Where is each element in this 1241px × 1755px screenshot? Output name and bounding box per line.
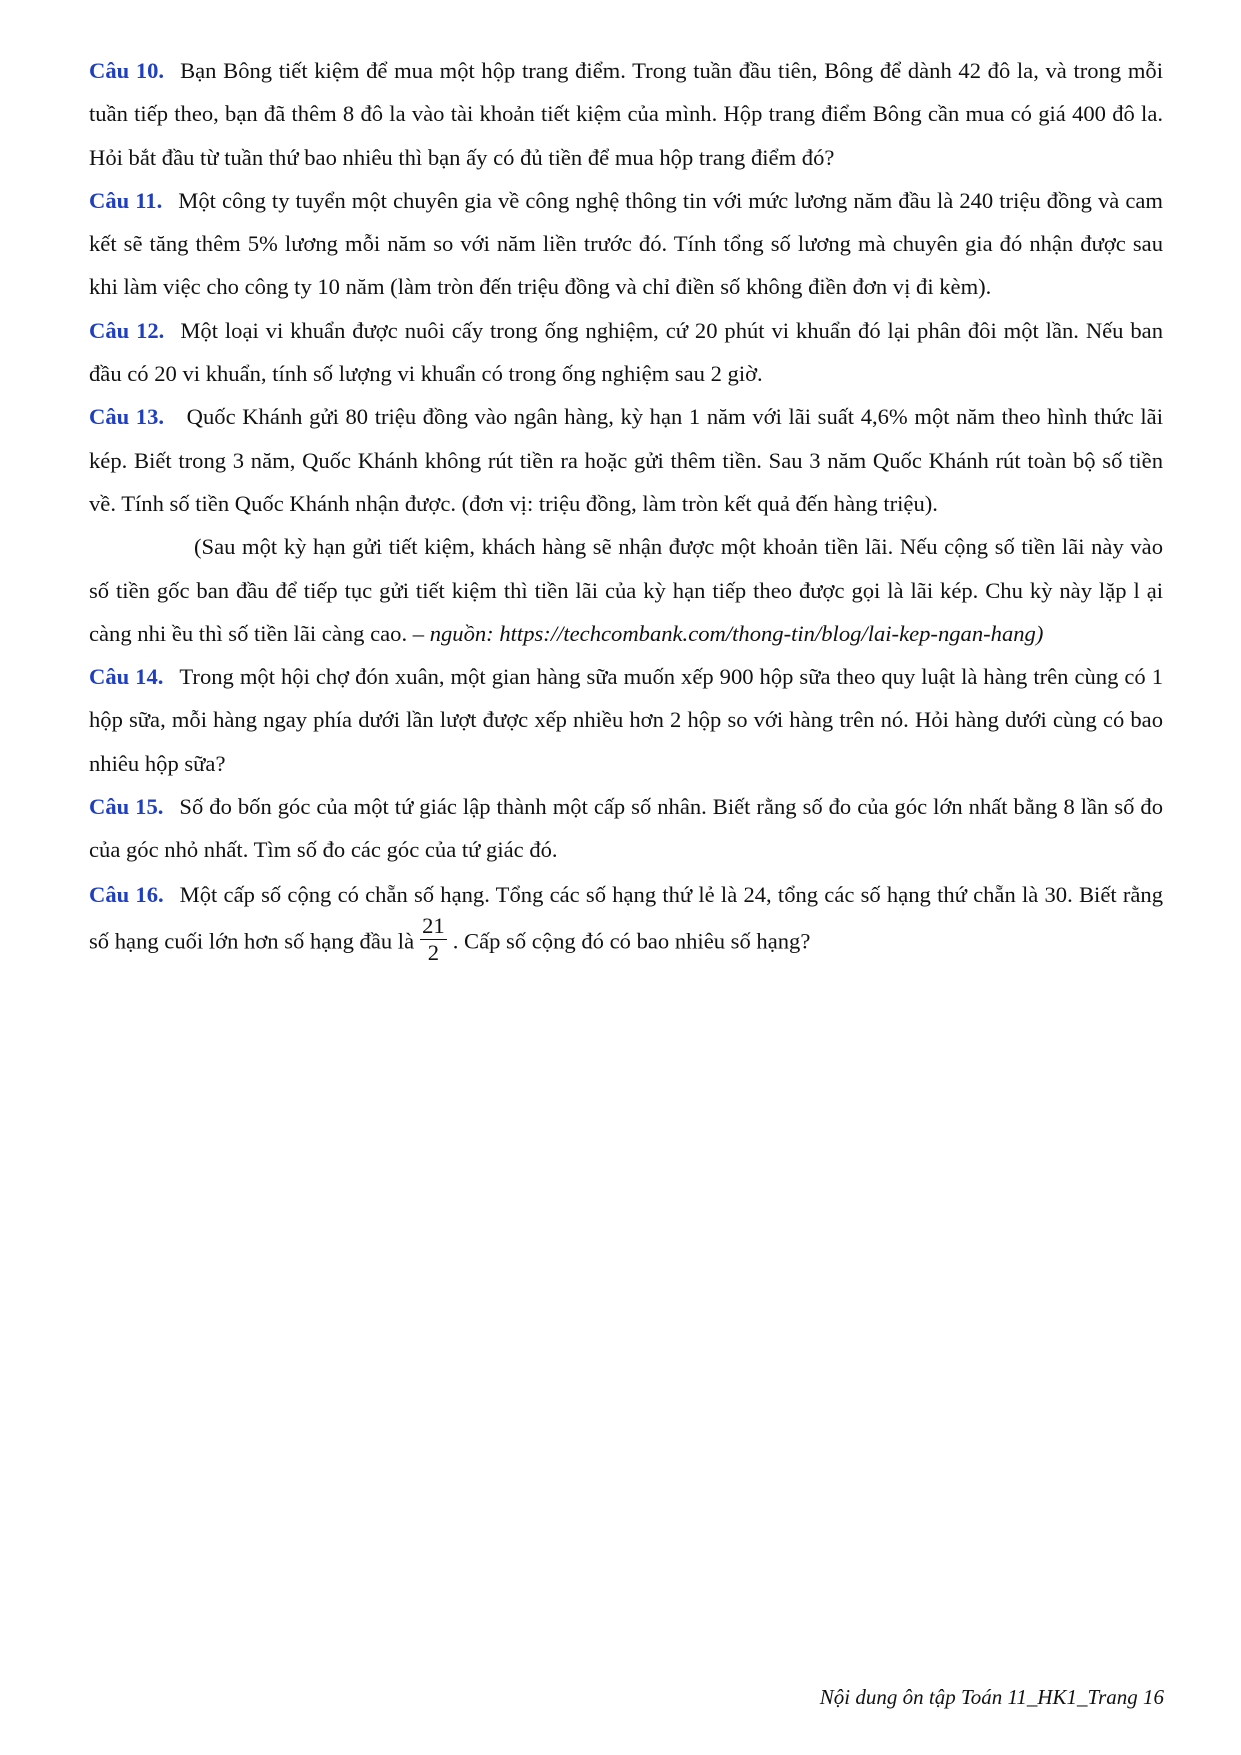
question-label: Câu 12. xyxy=(89,317,165,343)
question-14 xyxy=(89,655,1163,785)
question-text: Một công ty tuyển một chuyên gia về công nghệ thông tin với mức lương năm đầu là 240 triệu đồng và cam kết sẽ tăng thêm 5% lương mỗi năm so với năm liền trước đó. Tính tổng số lương mà chuyên gia đó nhận được sau khi làm việc cho công ty 10 năm (làm tròn đến triệu đồng và chỉ điền số không điền đơn vị đi kèm). xyxy=(89,187,1163,300)
question-label: Câu 11. xyxy=(89,187,163,213)
page-footer: Nội dung ôn tập Toán 11_HK1_Trang 16 xyxy=(819,1685,1164,1709)
question-text: Quốc Khánh gửi 80 triệu đồng vào ngân hàng, kỳ hạn 1 năm với lãi suất 4,6% một năm theo hình thức lãi kép. Biết trong 3 năm, Quốc Khánh không rút tiền ra hoặc gửi thêm tiền. Sau 3 năm Quốc Khánh rút toàn bộ số tiền về. Tính số tiền Quốc Khánh nhận được. (đơn vị: triệu đồng, làm tròn kết quả đến hàng triệu). xyxy=(89,404,1163,516)
fraction-numerator: 21 xyxy=(422,912,445,938)
question-12 xyxy=(89,309,1163,396)
question-label: Câu 15. xyxy=(89,794,164,820)
question-11 xyxy=(89,179,1163,309)
fraction xyxy=(420,913,447,966)
question-label: Câu 14. xyxy=(89,664,164,690)
document-body xyxy=(89,49,1163,970)
question-label: Câu 10. xyxy=(89,58,165,83)
question-label: Câu 13. xyxy=(89,404,165,430)
question-text: Bạn Bông tiết kiệm để mua một hộp trang điểm. Trong tuần đầu tiên, Bông để dành 42 đô la, và trong mỗi tuần tiếp theo, bạn đã thêm 8 đô la vào tài khoản tiết kiệm của mình. Hộp trang điểm Bông cần mua có giá 400 đô la. Hỏi bắt đầu từ tuần thứ bao nhiêu thì bạn ấy có đủ tiền để mua hộp trang điểm đó? xyxy=(89,58,1163,170)
question-text: Trong một hội chợ đón xuân, một gian hàng sữa muốn xếp 900 hộp sữa theo quy luật là hàng trên cùng có 1 hộp sữa, mỗi hàng ngay phía dưới lần lượt được xếp nhiều hơn 2 hộp so với hàng trên nó. Hỏi hàng dưới cùng có bao nhiêu hộp sữa? xyxy=(89,664,1163,776)
note-source: – nguồn: https://techcombank.com/thong-tin/blog/lai-kep-ngan-hang) xyxy=(412,620,1044,646)
interest-note xyxy=(89,525,1163,655)
note-text: (Sau một kỳ hạn gửi tiết kiệm, khách hàng sẽ nhận được một khoản tiền lãi. Nếu cộng số tiền lãi này vào số tiền gốc ban đầu để tiếp tục gửi tiết kiệm thì tiền lãi của kỳ hạn tiếp theo được gọi là lãi kép. Chu kỳ này lặp l ại càng nhi ều thì số tiền lãi càng cao. xyxy=(89,534,1163,646)
question-text: Một loại vi khuẩn được nuôi cấy trong ống nghiệm, cứ 20 phút vi khuẩn đó lại phân đôi một lần. Nếu ban đầu có 20 vi khuẩn, tính số lượng vi khuẩn có trong ống nghiệm sau 2 giờ. xyxy=(89,317,1163,387)
question-13 xyxy=(89,395,1163,525)
question-text: Một cấp số cộng có chẵn số hạng. Tổng các số hạng thứ lẻ là 24, tổng các số hạng thứ chẵn là 30. Biết rằng số hạng cuối lớn hơn số hạng đầu là xyxy=(89,881,1163,954)
question-label: Câu 16. xyxy=(89,881,164,907)
fraction-denominator: 2 xyxy=(427,939,440,965)
question-15 xyxy=(89,785,1163,872)
question-text: Số đo bốn góc của một tứ giác lập thành một cấp số nhân. Biết rằng số đo của góc lớn nhất bằng 8 lần số đo của góc nhỏ nhất. Tìm số đo các góc của tứ giác đó. xyxy=(89,794,1163,863)
question-16 xyxy=(89,872,1163,970)
question-text-end: . Cấp số cộng đó có bao nhiêu số hạng? xyxy=(452,928,811,954)
question-10 xyxy=(89,49,1163,179)
